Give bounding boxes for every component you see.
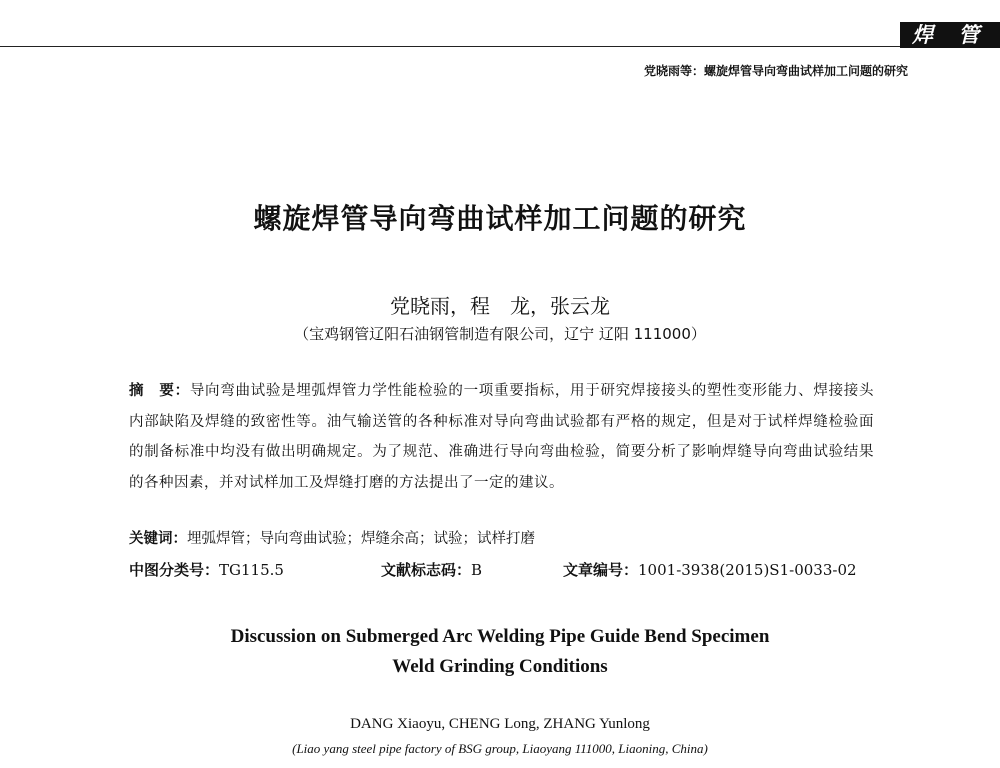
doc-code-label: 文献标志码： bbox=[381, 561, 472, 579]
keywords-text: 埋弧焊管；导向弯曲试验；焊缝余高；试验；试样打磨 bbox=[187, 531, 535, 547]
english-title bbox=[0, 622, 1000, 682]
clc-value: TG115.5 bbox=[219, 561, 284, 579]
document-code bbox=[381, 559, 482, 580]
running-title: 党晓雨等：螺旋焊管导向弯曲试样加工问题的研究 bbox=[643, 64, 908, 78]
section-tag: 焊 管 bbox=[900, 22, 1000, 48]
english-title-line-1: Discussion on Submerged Arc Welding Pipe Guide Bend Specimen bbox=[230, 626, 770, 647]
clc-number bbox=[129, 559, 284, 580]
clc-label: 中图分类号： bbox=[129, 561, 220, 579]
affiliation: （宝鸡钢管辽阳石油钢管制造有限公司，辽宁 辽阳 111000） bbox=[294, 325, 706, 343]
abstract-label: 摘 要： bbox=[129, 383, 190, 399]
english-title-line-2: Weld Grinding Conditions bbox=[392, 656, 608, 677]
abstract bbox=[129, 376, 874, 498]
article-number bbox=[563, 559, 857, 580]
english-authors: DANG Xiaoyu, CHENG Long, ZHANG Yunlong bbox=[350, 716, 650, 732]
article-no-value: 1001-3938(2015)S1-0033-02 bbox=[638, 561, 857, 579]
article-no-label: 文章编号： bbox=[563, 561, 639, 579]
keywords-label: 关键词： bbox=[129, 531, 187, 547]
doc-code-value: B bbox=[471, 561, 483, 579]
header-rule bbox=[0, 46, 900, 47]
author-list: 党晓雨，程 龙，张云龙 bbox=[390, 294, 610, 318]
keywords bbox=[129, 527, 874, 548]
abstract-text: 导向弯曲试验是埋弧焊管力学性能检验的一项重要指标，用于研究焊接接头的塑性变形能力、焊接接头内部缺陷及焊缝的致密性等。油气输送管的各种标准对导向弯曲试验都有严格的规定，但是对于试样焊缝检验面的制备标准中均没有做出明确规定。为了规范、准确进行导向弯曲检验，简要分析了影响焊缝导向弯曲试验结果的各种因素，并对试样加工及焊缝打磨的方法提出了一定的建议。 bbox=[129, 383, 875, 491]
article-title: 螺旋焊管导向弯曲试样加工问题的研究 bbox=[253, 202, 747, 235]
english-affiliation: (Liao yang steel pipe factory of BSG group, Liaoyang 111000, Liaoning, China) bbox=[292, 741, 708, 756]
